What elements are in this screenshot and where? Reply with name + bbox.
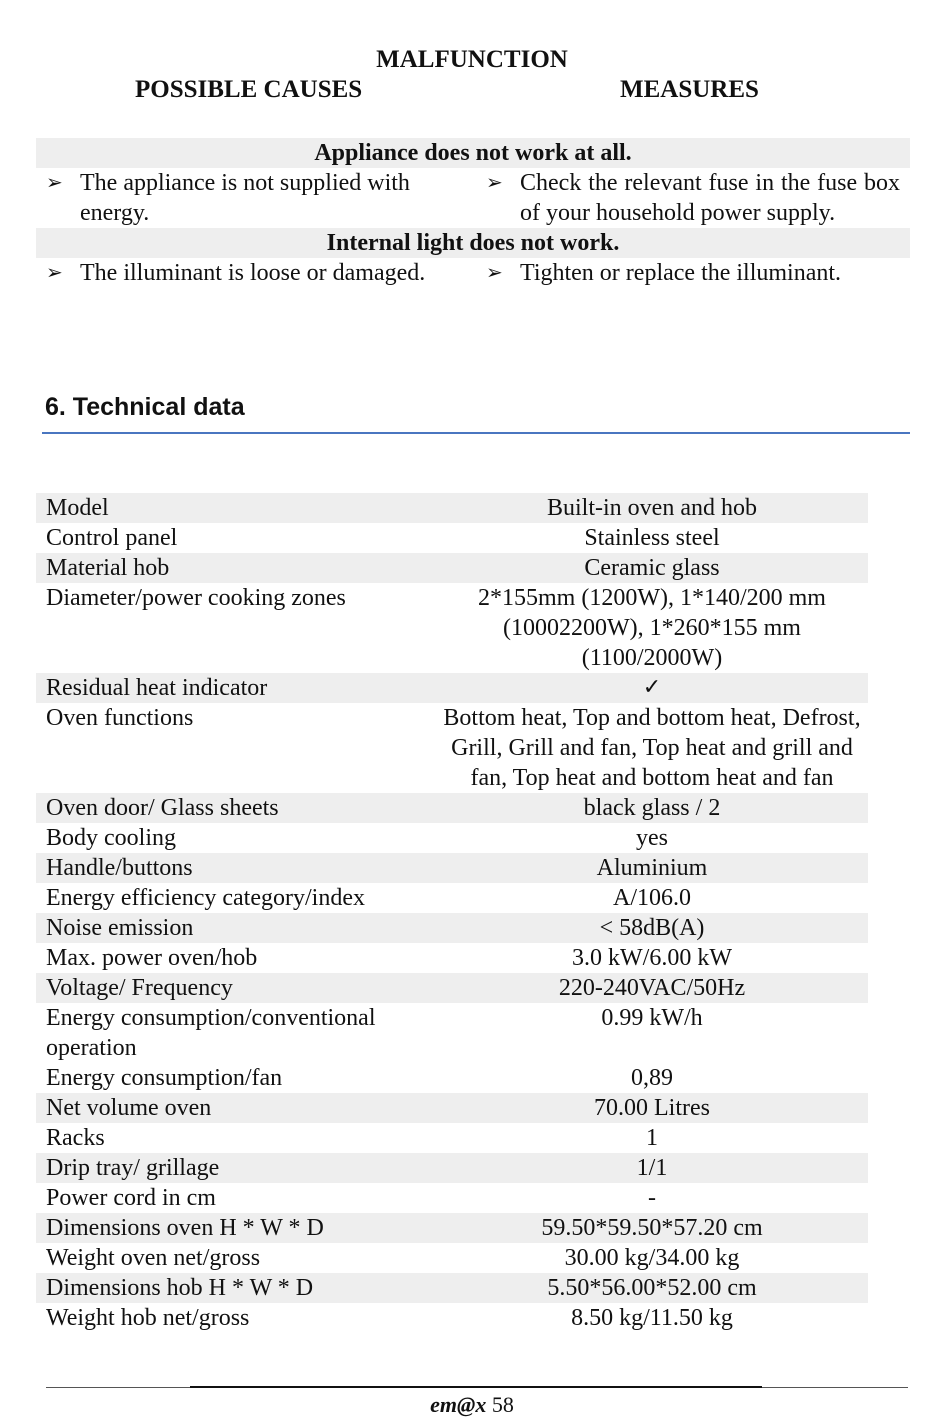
spec-label: Material hob <box>46 555 170 581</box>
spec-row <box>36 973 868 1003</box>
spec-row <box>36 673 868 703</box>
spec-row <box>36 1123 868 1153</box>
spec-label: Control panel <box>46 525 178 551</box>
spec-row <box>36 1093 868 1123</box>
spec-label: Weight oven net/gross <box>46 1245 261 1271</box>
cause-text: The illuminant is loose or damaged. <box>80 260 426 286</box>
spec-label: Voltage/ Frequency <box>46 975 233 1001</box>
spec-row <box>36 703 868 793</box>
spec-label: Handle/buttons <box>46 855 193 881</box>
spec-value: 0.99 kW/h <box>601 1005 703 1031</box>
malfunction-heading: Internal light does not work. <box>36 228 910 258</box>
spec-row <box>36 793 868 823</box>
malfunction-table <box>36 138 910 288</box>
spec-value: Built-in oven and hob <box>547 495 757 521</box>
spec-label: Oven door/ Glass sheets <box>46 795 279 821</box>
malfunction-title: MALFUNCTION <box>376 46 568 73</box>
spec-value: 30.00 kg/34.00 kg <box>564 1245 740 1271</box>
page-footer <box>0 1392 944 1418</box>
spec-value: < 58dB(A) <box>599 915 705 941</box>
spec-label: Power cord in cm <box>46 1185 216 1211</box>
measure-text: Tighten or replace the illuminant. <box>520 260 842 286</box>
spec-row <box>36 1273 868 1303</box>
spec-row <box>36 1243 868 1273</box>
spec-value: - <box>648 1185 656 1211</box>
footer-divider-accent <box>190 1386 762 1388</box>
spec-label: Energy consumption/conventional operation <box>46 1005 376 1061</box>
measure-cell <box>476 168 910 228</box>
malfunction-row <box>36 258 910 288</box>
spec-label: Max. power oven/hob <box>46 945 258 971</box>
arrow-bullet-icon: ➢ <box>486 172 503 194</box>
spec-label: Energy consumption/fan <box>46 1065 283 1091</box>
malfunction-row <box>36 168 910 228</box>
measure-cell <box>476 258 910 288</box>
spec-row <box>36 853 868 883</box>
spec-label: Oven functions <box>46 705 194 731</box>
spec-row <box>36 1213 868 1243</box>
spec-row <box>36 493 868 523</box>
spec-row <box>36 523 868 553</box>
malfunction-heading: Appliance does not work at all. <box>36 138 910 168</box>
spec-label: Body cooling <box>46 825 176 851</box>
spec-value: black glass / 2 <box>583 795 721 821</box>
spec-value: 1/1 <box>636 1155 668 1181</box>
cause-text: The appliance is not supplied with energy. <box>80 170 410 226</box>
measure-text: Check the relevant fuse in the fuse box of your household power supply. <box>520 170 900 226</box>
spec-value: 220-240VAC/50Hz <box>558 975 746 1001</box>
spec-label: Net volume oven <box>46 1095 212 1121</box>
spec-row <box>36 1003 868 1063</box>
spec-label: Weight hob net/gross <box>46 1305 250 1331</box>
spec-value: 3.0 kW/6.00 kW <box>572 945 732 971</box>
page-number: 58 <box>491 1392 514 1417</box>
spec-row <box>36 883 868 913</box>
possible-causes-heading: POSSIBLE CAUSES <box>135 76 363 103</box>
spec-value: 8.50 kg/11.50 kg <box>571 1305 733 1331</box>
spec-label: Dimensions oven H * W * D <box>46 1215 324 1241</box>
spec-label: Residual heat indicator <box>46 675 268 701</box>
spec-row <box>36 1183 868 1213</box>
technical-data-table <box>36 493 868 1333</box>
spec-row <box>36 553 868 583</box>
spec-value: 70.00 Litres <box>594 1095 710 1121</box>
arrow-bullet-icon: ➢ <box>46 262 63 284</box>
spec-value: A/106.0 <box>613 885 691 911</box>
brand-logo: em@x <box>430 1392 487 1417</box>
spec-value: yes <box>636 825 668 851</box>
spec-row <box>36 1063 868 1093</box>
spec-value: 2*155mm (1200W), 1*140/200 mm (10002200W), 1*260*155 mm (1100/2000W) <box>478 585 826 671</box>
cause-cell <box>36 258 476 288</box>
spec-row <box>36 913 868 943</box>
spec-row <box>36 1303 868 1333</box>
spec-value: Ceramic glass <box>584 555 720 581</box>
arrow-bullet-icon: ➢ <box>486 262 503 284</box>
spec-value: 0,89 <box>631 1065 673 1091</box>
section-divider <box>42 432 910 434</box>
spec-label: Noise emission <box>46 915 194 941</box>
spec-value: Bottom heat, Top and bottom heat, Defrost, Grill, Grill and fan, Top heat and grill and fan, Top heat and bottom heat and fan <box>443 705 861 791</box>
spec-row <box>36 823 868 853</box>
spec-value: 59.50*59.50*57.20 cm <box>541 1215 763 1241</box>
measures-heading: MEASURES <box>620 76 759 103</box>
spec-value: 5.50*56.00*52.00 cm <box>547 1275 757 1301</box>
spec-value: 1 <box>646 1125 658 1151</box>
spec-value: Aluminium <box>596 855 708 881</box>
spec-label: Racks <box>46 1125 105 1151</box>
check-mark-icon: ✓ <box>642 675 662 700</box>
spec-row <box>36 583 868 673</box>
spec-row <box>36 1153 868 1183</box>
spec-label: Model <box>46 495 109 521</box>
spec-label: Diameter/power cooking zones <box>46 585 346 611</box>
arrow-bullet-icon: ➢ <box>46 172 63 194</box>
cause-cell <box>36 168 476 228</box>
spec-value: Stainless steel <box>584 525 720 551</box>
spec-row <box>36 943 868 973</box>
spec-label: Energy efficiency category/index <box>46 885 365 911</box>
section-title: 6. Technical data <box>45 393 245 421</box>
spec-label: Dimensions hob H * W * D <box>46 1275 314 1301</box>
spec-label: Drip tray/ grillage <box>46 1155 220 1181</box>
